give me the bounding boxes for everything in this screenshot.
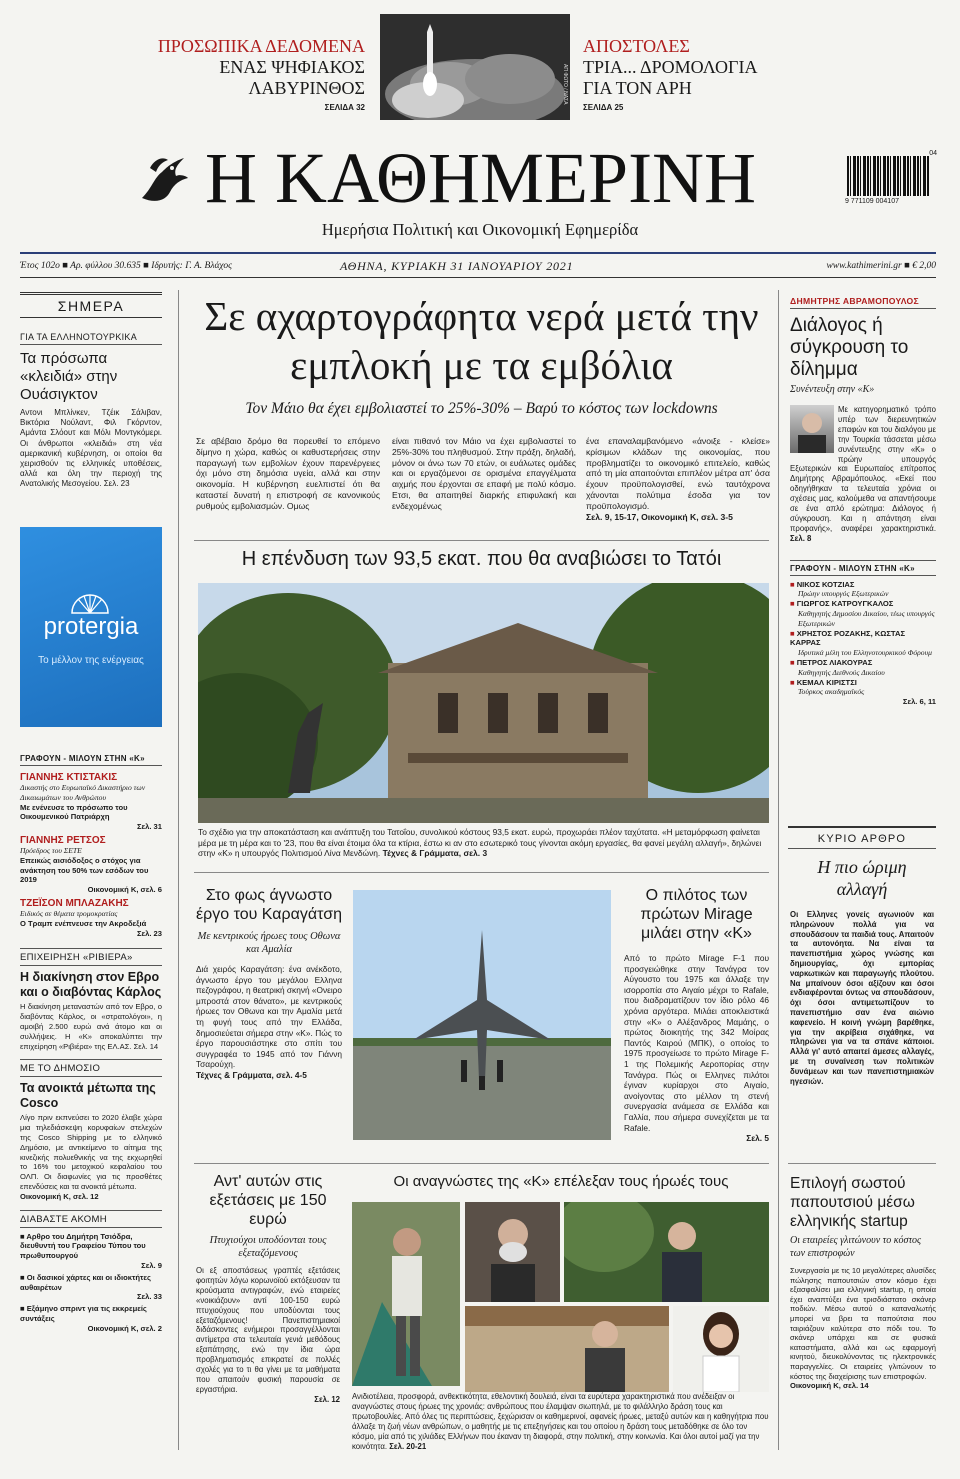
writer-entry[interactable] <box>790 658 936 678</box>
r2-text: Οι δασικοί χάρτες και οι ιδιοκτήτες αυθαιρέτων <box>20 1272 151 1292</box>
r3-page: Οικονομική Κ, σελ. 2 <box>87 1323 162 1333</box>
writer-role: Πρώην υπουργός Εξωτερικών <box>798 589 889 599</box>
barcode-number: 9 771109 004107 <box>845 198 899 205</box>
s3-label: ΜΕ ΤΟ ΔΗΜΟΣΙΟ <box>20 1059 162 1077</box>
barcode <box>845 150 937 208</box>
mirage-story[interactable] <box>624 886 769 1143</box>
bullet-icon: ■ <box>790 579 797 589</box>
heroes-caption-text: Ανιδιοτέλεια, προσφορά, ανθεκτικότητα, εθελοντική δουλειά, είναι τα ευρύτερα χαρακτηριστικά που ανέδειξαν οι αναγνώστες στους ήρωες της χρονιάς: ανθρώπους που έλαμψαν σιωπηλά, με το φιλάλληλο δράση τους και πρωτοβουλίες. Από όλες τις περιπτώσεις, ξεχώρισαν οι καθημερινοί, αφανείς ήρωες, μεταξύ αυτών και η καθηγήτρια που άλλαξε τη ζωή νέων ανθρώπων, ο μαθητής με τις επεξηγήσεις και του οποίου η δράση τους μεταδόθηκε σε όλο τον κόσμο, μία από τις χιλιάδες Ελλήνων που έκαναν τη διαφορά, στην πολιτική, στην κοινωνία. Και όλοι αυτοί μαζί για την κοινότητα. <box>352 1392 769 1451</box>
karagatsis-story[interactable] <box>196 886 342 1081</box>
interview-title[interactable]: Διάλογος ή σύγκρουση το δίλημμα <box>790 315 909 380</box>
masthead-subtitle: Ημερήσια Πολιτική και Οικονομική Εφημερίδα <box>321 220 639 239</box>
exams-body: Οι εξ αποστάσεως γραπτές εξετάσεις φοιτητών λόγω κορωνοϊού εκτόξευσαν τα κρούσματα αντιγραφών, ενώ εταιρείες «νοικιάζουν» αντί 100-150 ευρώ πτυχιούχους που υποδύονται τους εξεταζόμενους! Πανεπιστημιακοί διδάσκοντες ενήμεροι προσαγγέλλονται αντίμετρα στα τελευταία γενιά μεθόδους εξαπάτησης, ενώ την ίδια ώρα προβληματισμός επικρατεί σε πολλές σχολές για το τι θα γίνει με τα μαθήματα που απαιτούν φυσική παρουσία σε εργαστήρια. <box>196 1266 340 1394</box>
col-divider-right <box>778 290 779 1450</box>
portrait-image <box>790 405 834 453</box>
writer-name-text: ΝΙΚΟΣ ΚΟΤΖΙΑΣ <box>796 579 855 589</box>
dateline-left: Έτος 102ο ■ Αρ. φύλλου 30.635 ■ Ιδρυτής: Γ. Α. Βλάχος <box>20 261 233 271</box>
exams-story[interactable] <box>196 1172 340 1404</box>
editorial-body: Οι Ελληνες γονείς αγωνιούν και πληρώνουν πολλά για να σπουδάσουν τα παιδιά τους. Απαιτούν τα αυτονόητα. Να είναι τα πανεπιστήμια χώρος γνώσης και δημιουργίας, όχι εμπορίας ναρκωτικών και παραγωγής πλούτου. Να μπαίνουν όσοι αξίζουν και όσοι ενδιαφέρονται όντως να σπουδάσουν, όχι όσοι αντιμετωπίζουν το πανεπιστήμιο σαν ένα αιώνιο καφενείο. Η κοινή γνώμη βαρέθηκε, για την ακρίβεια σιχάθηκε, να πληρώνει για να τα σπάνε κάποιοι. Αλλά γι' αυτό απαιτεί άμεσες αλλαγές, με τη συναίνεση των πολιτικών δυνάμεων και των πανεπιστημιακών ηγεσιών. <box>790 910 934 1086</box>
editorial-title: Η πιο ώριμη αλλαγή <box>817 857 907 899</box>
photo-credit: ΑΠ ΦΩΤΟ / ΝΑΣΑ <box>562 64 568 105</box>
writer-name <box>790 599 936 609</box>
lead-col-3 <box>586 436 770 522</box>
interview-deck: Συνέντευξη στην «Κ» <box>790 384 875 395</box>
mirage-jet-image <box>353 890 611 1140</box>
left-write-label: ΓΡΑΦΟΥΝ - ΜΙΛΟΥΝ ΣΤΗΝ «Κ» <box>20 754 162 766</box>
tatoi-caption <box>198 827 769 859</box>
writer-entry[interactable] <box>790 580 936 600</box>
writer-entry[interactable] <box>790 599 936 628</box>
bullet-icon: ■ <box>790 658 797 668</box>
hero-man-tent-image <box>352 1202 460 1386</box>
bullet-icon: ■ <box>790 599 797 609</box>
editorial-box[interactable] <box>788 826 936 1134</box>
writer-role: Καθηγητής Διεθνούς Δικαίου <box>798 667 885 677</box>
right-column <box>790 296 936 707</box>
left-column <box>20 292 162 490</box>
w2-page: Οικονομική Κ, σελ. 6 <box>87 885 162 895</box>
read-item-3[interactable] <box>20 1304 162 1324</box>
s1-title[interactable]: Τα πρόσωπα «κλειδιά» στην Ουάσιγκτον <box>20 350 118 403</box>
protergia-ad[interactable] <box>20 527 162 727</box>
teaser-right-line1: ΤΡΙΑ... ΔΡΟΜΟΛΟΓΙΑ <box>583 57 758 77</box>
startup-page: Οικονομική Κ, σελ. 14 <box>790 1381 869 1391</box>
lead-col-1: Σε αβέβαιο δρόμο θα πορευθεί το επόμενο δίμηνο η χώρα, καθώς οι καθυστερήσεις στην παραγωγή των εμβολίων έχουν παρενέργειες όχι μόνο στη δημόσια υγεία, αλλά και στην οικονομία. Η κυβέρνηση ευελπιστεί ότι θα καταστεί δυνατή η επιστροφή σε κανονικούς ρυθμούς εμβολιασμών. Ομως <box>196 436 380 511</box>
writer-entry[interactable] <box>790 678 936 698</box>
mid-bottom-rule <box>194 1163 769 1164</box>
editorial-bottom-rule <box>788 1163 936 1164</box>
tatoi-house-image <box>198 583 769 823</box>
hero-old-man-trees-image <box>564 1202 769 1302</box>
startup-story[interactable] <box>790 1174 936 1390</box>
w1-topic: Με ενένευσε το πρόσωπο του Οικουμενικού Πατριάρχη <box>20 802 128 822</box>
barcode-issue: 04 <box>929 150 937 157</box>
bullet-icon: ■ <box>790 677 797 687</box>
tatoi-bottom-rule <box>194 872 769 873</box>
writer-entry[interactable] <box>790 629 936 658</box>
exams-title: Αντ' αυτών στις εξετάσεις με 150 ευρώ <box>209 1173 327 1228</box>
tatoi-rule <box>194 540 769 541</box>
masthead-rule <box>20 252 936 254</box>
w2-topic: Επεικώς αισιόδοξος ο στόχος για ανάκτηση του 50% των εσόδων του 2019 <box>20 855 149 885</box>
bullet-icon: ■ <box>790 628 797 638</box>
mirage-body: Από το πρώτο Mirage F-1 που προσγειώθηκε στην Τανάγρα τον Αύγουστο του 1975 και άλλαξε την ισορροπία στο Αιγαίο μέχρι το Rafale, που διαδραματίζουν τον ίδιο ρόλο 46 χρόνια αργότερα. Μιλάει αποκλειστικά στην «Κ» ο Αλέξανδρος Μαμάης, ο πρώτος διοικητής της 342 Μοίρας Παντός Καιρού (ΜΠΚ), ο οποίος το 1975 προσγείωσε το πρώτο Mirage F-1 της Πολεμικής Αεροπορίας στην Τανάγρα. Πώς οι Ελληνες πιλότοι έγιναν κυρίαρχοι στο Αιγαίο, ανοίγοντας στο μέλλον τη στενή συνεργασία ανάμεσα σε Ελλάδα και Γαλλία, που σήμερα συνεχίζεται με τα Rafale. <box>624 953 769 1133</box>
lead-deck: Τον Μάιο θα έχει εμβολιαστεί το 25%-30% – Βαρύ το κόστος των lockdowns <box>245 400 718 417</box>
hero-photo-3 <box>564 1202 769 1302</box>
bullet-icon: ■ <box>20 1272 27 1282</box>
read-item-2[interactable] <box>20 1273 162 1293</box>
w3-role: Ειδικός σε θέματα τρομοκρατίας <box>20 908 118 918</box>
w3-topic: Ο Τραμπ ενέπνευσε την Ακροδεξιά <box>20 918 147 928</box>
s3-title[interactable]: Τα ανοικτά μέτωπα της Cosco <box>20 1081 156 1111</box>
exams-deck: Πτυχιούχοι υποδύονται τους εξεταζόμενους <box>209 1235 327 1259</box>
hero-man-kitchen-image <box>465 1306 669 1392</box>
writer-name-text: ΠΕΤΡΟΣ ΛΙΑΚΟΥΡΑΣ <box>796 658 873 668</box>
s2-body: Η διακίνηση μεταναστών από τον Εβρο, ο διαβόντας Κάρλος, οι «στρατολόγοι», η αμοιβή 2.500 ευρώ ανά άτομο και οι συλλήψεις. Η «Κ» αποκαλύπτει την επιχείρηση «Ριβιέρα» της ΕΛ.ΑΣ. Σελ. 14 <box>20 1002 162 1051</box>
teaser-left-line2: ΛΑΒΥΡΙΝΘΟΣ <box>248 78 365 98</box>
teaser-right-kicker: ΑΠΟΣΤΟΛΕΣ <box>583 36 690 56</box>
teaser-right[interactable] <box>583 36 843 112</box>
karagatsis-title: Στο φως άγνωστο έργο του Καραγάτση <box>196 887 342 923</box>
heroes-headline[interactable]: Οι αναγνώστες της «Κ» επέλεξαν τους ήρωές τους <box>393 1173 729 1190</box>
col-divider-left <box>178 290 179 1450</box>
rocket-launch-image <box>380 14 570 120</box>
hero-photo-1 <box>352 1202 460 1386</box>
bullet-icon: ■ <box>20 1304 27 1314</box>
teaser-left-kicker: ΠΡΟΣΩΠΙΚΑ ΔΕΔΟΜΕΝΑ <box>157 36 365 56</box>
today-label: ΣΗΜΕΡΑ <box>20 292 162 318</box>
s2-title[interactable]: Η διακίνηση στον Εβρο και ο διαβόντας Κάρλος <box>20 970 162 1000</box>
interview-body-text: Με κατηγορηματικό τρόπο υπέρ των διερευνητικών επαφών και του διαλόγου με την Τουρκία τάσσεται μέσω συνέντευξης στην «Κ» ο πρώην υπουργός Εξωτερικών και Ευρωπαίος επίτροπος Δημήτρης Αβραμόπουλος. «Εκεί που οδηγήθηκαν τα τελευταία χρόνια οι σχέσεις μας, καλούμεθα να απαντήσουμε σε ένα απλό ερώτημα: Διάλογος ή σύγκρουση. Και η απάντηση είναι προφανής», αναφέρει χαρακτηριστικά. <box>790 405 936 533</box>
teaser-left[interactable] <box>120 36 365 112</box>
interview-label: ΔΗΜΗΤΡΗΣ ΑΒΡΑΜΟΠΟΥΛΟΣ <box>790 296 936 309</box>
exams-page: Σελ. 12 <box>314 1394 340 1404</box>
lead-col-3-text: ένα επαναλαμβανόμενο «άνοιξε - κλείσε» κρίσιμων κλάδων της οικονομίας, που προβληματίζει το οικονομικό επιτελείο, καθώς από τη μία απαιτούνται επιπλέον μέτρα απ' όσα έχουν προϋπολογισθεί, ενώ ταυτόχρονα χάνονται πολύτιμα έσοδα για τον προϋπολογισμό. <box>586 436 770 511</box>
writer-name <box>790 658 936 668</box>
startup-deck: Οι εταιρείες γλιτώνουν το κόστος των επιστροφών <box>790 1235 922 1259</box>
right-write-label: ΓΡΑΦΟΥΝ - ΜΙΛΟΥΝ ΣΤΗΝ «Κ» <box>790 560 936 576</box>
writer-name <box>790 629 936 649</box>
w3-name[interactable]: ΤΖΕΪΣΟΝ ΜΠΛΑΖΑΚΗΣ <box>20 897 129 909</box>
editorial-label: ΚΥΡΙΟ ΑΡΘΡΟ <box>788 833 936 849</box>
karagatsis-deck: Με κεντρικούς ήρωες τους Οθωνα και Αμαλία <box>197 931 341 955</box>
writer-name-text: ΚΕΜΑΛ ΚΙΡΙΣΤΣΙ <box>796 677 857 687</box>
s1-body: Αντονι Μπλίνκεν, Τζέικ Σάλιβαν, Βικτόρια Νούλαντ, Φιλ Γκόρντον, Αμάντα Σλόουτ και Μόλι Μοντγκόμερι. Οι άνθρωποι «κλειδιά» στη νέα αμερικανική κυβέρνηση, οι οποίοι θα χειρισθούν τις ελληνικές υποθέσεις, αλλά και όλη την περιοχή της Ανατολικής Μεσογείου. Σελ. 23 <box>20 408 162 489</box>
phoenix-icon <box>132 148 194 210</box>
barcode-bars <box>847 156 929 196</box>
teaser-right-page: ΣΕΛΙΔΑ 25 <box>583 103 624 112</box>
startup-body: Συνεργασία με τις 10 μεγαλύτερες αλυσίδες πώλησης παπουτσιών στον κόσμο έχει εξασφαλίσει μια ελληνική startup, η οποία έχει αναπτύξει ένα τρισδιάστατο σκάνερ ποδιών. Μέσω αυτού ο καταναλωτής μπορεί να βρει τα παπούτσια που ταιριάζουν καλύτερα στο πόδι του. Το σκάνερ υπάρχει και σε φυσικά καταστήματα, αλλά και ως εφαρμογή κινητού, διευκολύνοντας τις ηλεκτρονικές παραγγελίες. Οι εταιρείες γλιτώνουν το κόστος της διαχείρισης των επιστροφών. <box>790 1266 936 1381</box>
writer-role: Ιδρυτικά μέλη του Ελληνοτουρκικού Φόρουμ <box>798 648 932 658</box>
lead-col-3-page: Σελ. 9, 15-17, Οικονομική Κ, σελ. 3-5 <box>586 511 733 522</box>
s1-label: ΓΙΑ ΤΑ ΕΛΛΗΝΟΤΟΥΡΚΙΚΑ <box>20 332 162 345</box>
karagatsis-page: Τέχνες & Γράμματα, σελ. 4-5 <box>196 1069 307 1080</box>
mirage-title: Ο πιλότος των πρώτων Mirage μιλάει στην «Κ» <box>640 887 753 942</box>
heroes-caption-page: Σελ. 20-21 <box>389 1441 427 1451</box>
teaser-left-page: ΣΕΛΙΔΑ 32 <box>324 103 365 112</box>
dateline-rule <box>20 277 936 278</box>
dateline-right: www.kathimerini.gr ■ € 2,00 <box>826 261 936 271</box>
right-writers-list <box>790 580 936 707</box>
teaser-right-line2: ΓΙΑ ΤΟΝ ΑΡΗ <box>583 78 692 98</box>
r2-page: Σελ. 33 <box>136 1292 162 1302</box>
writer-name <box>790 580 936 590</box>
ad-brand: protergia <box>43 613 139 640</box>
hero-photo-2 <box>465 1202 560 1302</box>
r1-text: Αρθρο του Δημήτρη Τσιόδρα, διευθυντή του Γραφείου Τύπου του πρωθυπουργού <box>20 1231 146 1261</box>
mirage-page: Σελ. 5 <box>746 1133 769 1144</box>
w3-page: Σελ. 23 <box>136 928 162 938</box>
w1-page: Σελ. 31 <box>136 822 162 832</box>
rocket-photo <box>380 14 570 120</box>
masthead-logo-bird <box>132 148 194 210</box>
mirage-photo <box>353 890 611 1140</box>
w2-name[interactable]: ΓΙΑΝΝΗΣ ΡΕΤΣΟΣ <box>20 834 106 846</box>
writer-name <box>790 678 936 688</box>
writer-name-text: ΧΡΗΣΤΟΣ ΡΟΖΑΚΗΣ, ΚΩΣΤΑΣ ΚΑΡΡΑΣ <box>790 628 906 648</box>
s2-label: ΕΠΙΧΕΙΡΗΣΗ «ΡΙΒΙΕΡΑ» <box>20 948 162 966</box>
protergia-shell-icon <box>70 587 110 615</box>
lead-headline[interactable]: Σε αχαρτογράφητα νερά μετά την εμπλοκή με τα εμβόλια <box>204 293 759 388</box>
masthead-title[interactable]: Η ΚΑΘΗΜΕΡΙΝΗ <box>205 138 757 218</box>
s3-body: Λίγο πριν εκπνεύσει το 2020 έλαβε χώρα μια τηλεδιάσκεψη κορυφαίων στελεχών της Cosco Shipping με το ελληνικό Δημόσιο, με αντικείμενο το αίτημα της κινεζικής πολυεθνικής να της εκχωρηθεί το 16% του μετοχικού κεφαλαίου του ΟΛΠ. Οι διαφωνίες για τις προσθέτες επενδύσεις και τα ανοικτά μέτωπα. <box>20 1113 162 1191</box>
writer-name-text: ΓΙΩΡΓΟΣ ΚΑΤΡΟΥΓΚΑΛΟΣ <box>796 599 894 609</box>
r3-text: Εξάμηνο σπριντ για τις εκκρεμείς συντάξεις <box>20 1304 147 1323</box>
read-label: ΔΙΑΒΑΣΤΕ ΑΚΟΜΗ <box>20 1210 162 1228</box>
w1-role: Δικαστής στο Ευρωπαϊκό Δικαστήριο των Δικαιωμάτων του Ανθρώπου <box>20 783 146 802</box>
lead-col-2: είναι πιθανό τον Μάιο να έχει εμβολιαστεί το 25%-30% του πληθυσμού. Στην πράξη, δηλαδή, μόνον οι άνω των 70 ετών, οι ευάλωτες ομάδες και οι εργαζόμενοι σε ορισμένα επαγγέλματα αιχμής που έρχονται σε επαφή με πολύ κόσμο. Ετσι, θα απαιτηθεί διαρκής επιφυλακή και ενδεχομένως <box>392 436 576 511</box>
hero-young-woman-image <box>673 1306 769 1392</box>
tatoi-headline[interactable]: Η επένδυση των 93,5 εκατ. που θα αναβιώσει το Τατόι <box>241 548 722 570</box>
writers-page: Σελ. 6, 11 <box>902 697 936 707</box>
writer-role: Καθηγητής Δημοσίου Δικαίου, τέως υπουργός Εξωτερικών <box>798 609 935 628</box>
w1-name[interactable]: ΓΙΑΝΝΗΣ ΚΤΙΣΤΑΚΙΣ <box>20 772 118 783</box>
writer-role: Τούρκος ακαδημαϊκός <box>798 687 865 697</box>
ad-slogan: Το μέλλον της ενέργειας <box>38 655 144 666</box>
read-item-1[interactable] <box>20 1232 162 1261</box>
interview-page: Σελ. 8 <box>790 533 812 543</box>
interview-body-wrap <box>790 405 936 544</box>
hero-photo-4 <box>465 1306 669 1392</box>
avramopoulos-photo <box>790 405 834 453</box>
r1-page: Σελ. 9 <box>141 1260 162 1270</box>
tatoi-caption-text: Το σχέδιο για την αποκατάσταση και ανάπτυξη του Τατοΐου, συνολικού κόστους 93,5 εκατ. ευρώ, προχωράει πλέον ταχύτατα. «Η μεταμόρφωση φαίνεται μέρα με τη μέρα και το '23, που θα είναι έτοιμα όλα τα κτίρια, έστω κι αν στο εσωτερικό τους γίνονται ακόμη εργασίες, θα φανεί μεγάλη αλλαγή», δηλώνει στην «Κ» η υπουργός Πολιτισμού Λίνα Μενδώνη. <box>198 827 762 858</box>
hero-photo-5 <box>673 1306 769 1392</box>
bullet-icon: ■ <box>20 1231 27 1241</box>
left-column-lower <box>20 754 162 1333</box>
w2-role: Πρόεδρος του ΣΕΤΕ <box>20 845 82 855</box>
hero-bearded-man-image <box>465 1202 560 1302</box>
teaser-left-line1: ΕΝΑΣ ΨΗΦΙΑΚΟΣ <box>219 57 365 77</box>
tatoi-photo <box>198 583 769 823</box>
startup-title: Επιλογή σωστού παπουτσιού μέσω ελληνικής startup <box>790 1175 915 1230</box>
heroes-caption <box>352 1392 770 1451</box>
tatoi-caption-page: Τέχνες & Γράμματα, σελ. 3 <box>382 848 488 858</box>
dateline-center: ΑΘΗΝΑ, ΚΥΡΙΑΚΗ 31 ΙΑΝΟΥΑΡΙΟΥ 2021 <box>340 259 574 273</box>
karagatsis-body: Διά χειρός Καραγάτση: ένα ανέκδοτο, άγνωστο έργο του μεγάλου Ελληνα πεζογράφου, η θεατρική σκηνή «Ονειρο μπροστά στον θάνατο», με κεντρικούς ήρωες τον Οθωνα και την Αμαλία μετά τη φυγή τους από την Ελλάδα, δημοσιεύεται σήμερα στην «Κ». Πώς το έργο παρουσιάστηκε στο σπίτι του συγγραφέα το 1945 από τον Γιάννη Τσαρούχη. <box>196 964 342 1070</box>
s3-page: Οικονομική Κ, σελ. 12 <box>20 1191 99 1201</box>
